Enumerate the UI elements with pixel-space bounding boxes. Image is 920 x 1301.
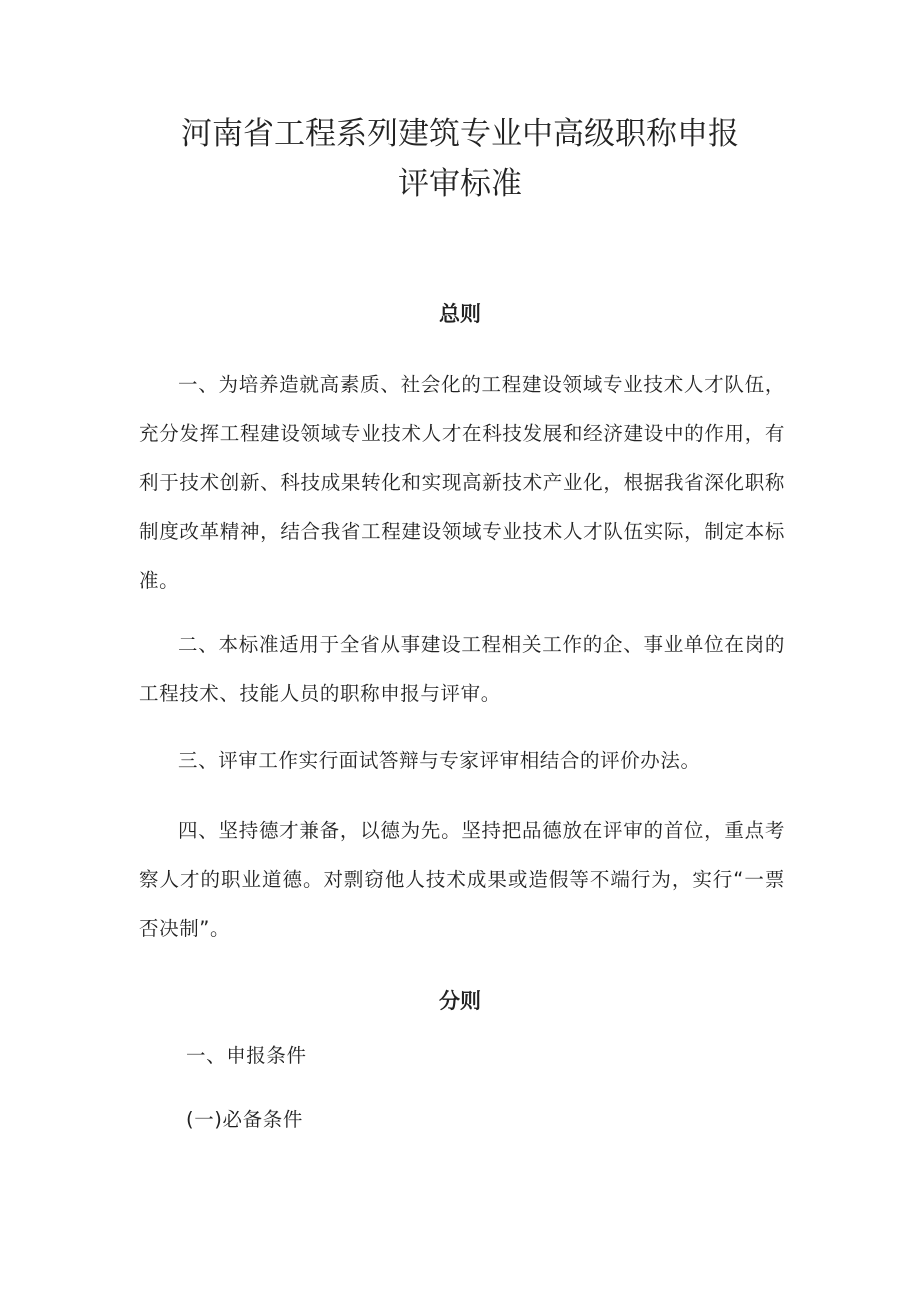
- paragraph-4: 四、坚持德才兼备，以德为先。坚持把品德放在评审的首位，重点考察人才的职业道德。对剽窃他人技术成果或造假等不端行为，实行“一票否决制”。: [139, 819, 785, 940]
- section-heading-general: 总则: [439, 302, 481, 326]
- paragraph-1: 一、为培养造就高素质、社会化的工程建设领域专业技术人才队伍，充分发挥工程建设领域专业技术人才在科技发展和经济建设中的作用，有利于技术创新、科技成果转化和实现高新技术产业化，根据我省深化职称制度改革精神，结合我省工程建设领域专业技术人才队伍实际，制定本标准。: [139, 373, 785, 592]
- subheading-application-conditions: 一、申报条件: [186, 1044, 307, 1067]
- subheading-required-conditions: (一)必备条件: [186, 1108, 303, 1131]
- section-heading-specific: 分则: [439, 989, 481, 1013]
- paragraph-2: 二、本标准适用于全省从事建设工程相关工作的企、事业单位在岗的工程技术、技能人员的职称申报与评审。: [139, 633, 785, 705]
- paragraph-3: 三、评审工作实行面试答辩与专家评审相结合的评价办法。: [178, 749, 701, 772]
- document-title-line-2: 评审标准: [398, 166, 522, 202]
- document-title-line-1: 河南省工程系列建筑专业中高级职称申报: [181, 116, 739, 152]
